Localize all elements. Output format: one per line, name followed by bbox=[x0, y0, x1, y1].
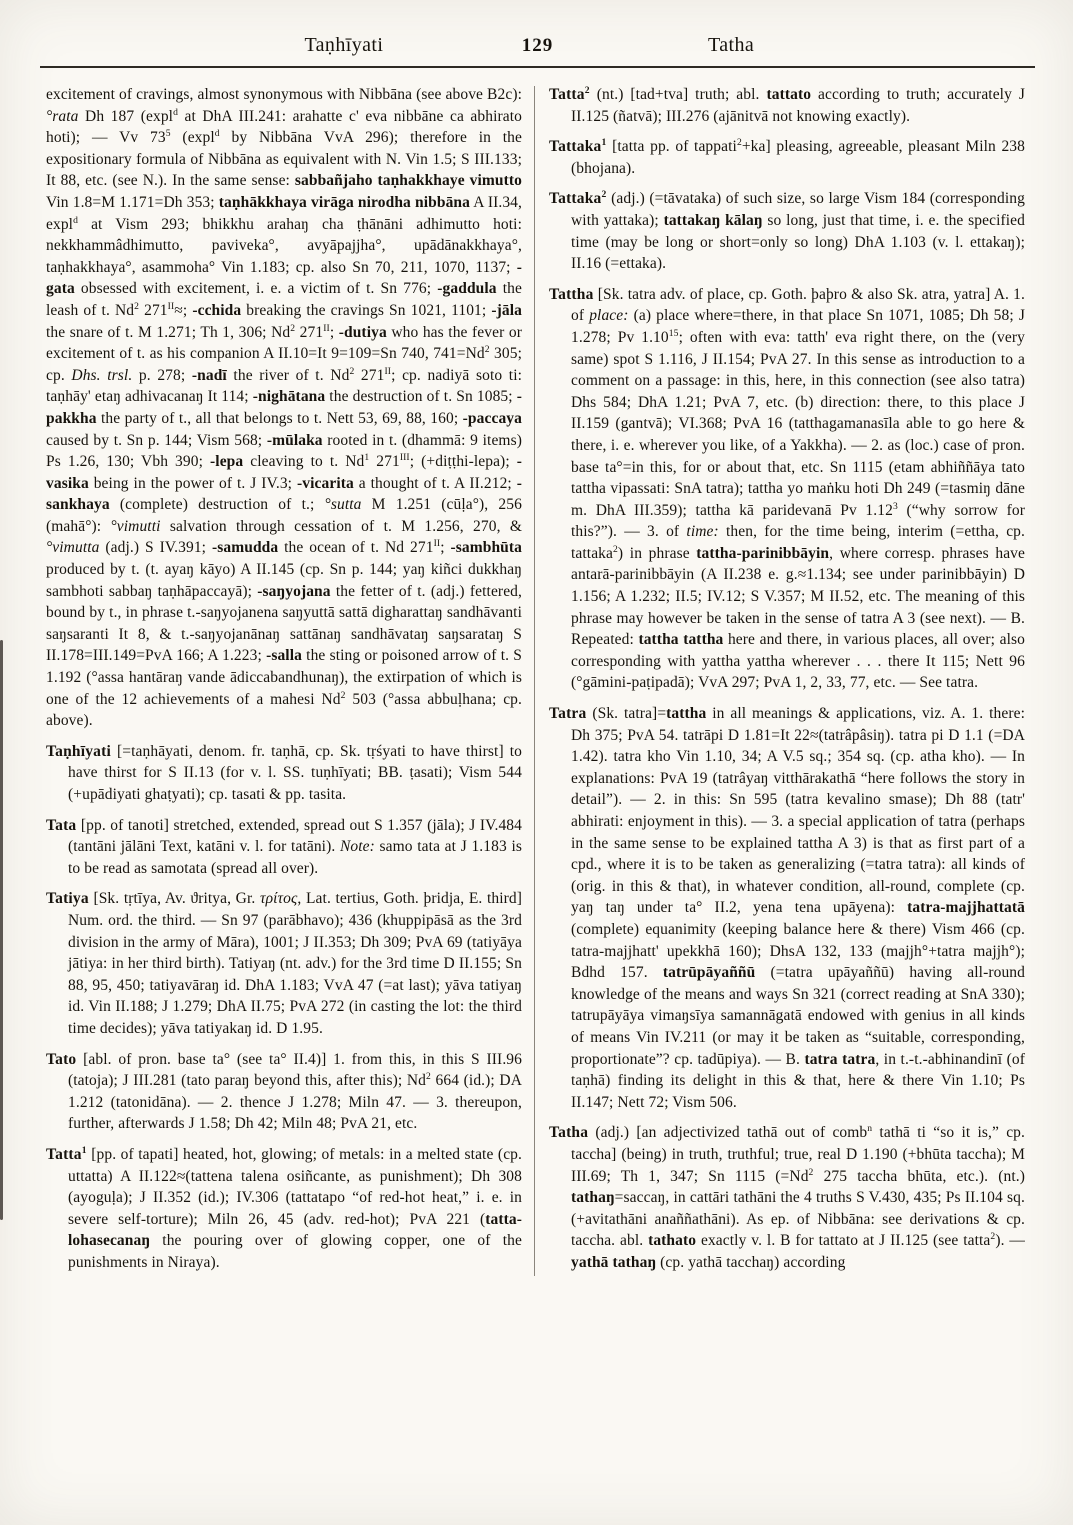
text-fragment: II bbox=[433, 538, 441, 550]
text-fragment: -cchida bbox=[192, 301, 242, 319]
text-fragment: -gaddula bbox=[437, 280, 497, 298]
text-fragment: tattha bbox=[666, 705, 707, 723]
text-fragment: 1 bbox=[601, 137, 607, 149]
entry-headword: Tatiya bbox=[46, 890, 89, 908]
right-column bbox=[535, 84, 1025, 1282]
text-fragment: d bbox=[173, 106, 178, 118]
dictionary-entry bbox=[46, 888, 522, 1039]
text-columns bbox=[46, 84, 1029, 1282]
text-fragment: 2 bbox=[808, 1166, 814, 1178]
dictionary-entry bbox=[549, 703, 1025, 1113]
text-fragment: -salla bbox=[266, 647, 302, 665]
text-fragment: III bbox=[399, 451, 410, 463]
text-fragment: 1 bbox=[364, 451, 370, 463]
text-fragment: sabbañjaho taṇhakkhaye vimutto bbox=[294, 172, 522, 190]
text-fragment: tatra tatra bbox=[804, 1050, 876, 1068]
text-fragment: 2 bbox=[349, 365, 355, 377]
text-fragment: -nadī bbox=[191, 366, 227, 384]
entry-headword: Tattaka$^1$ bbox=[549, 137, 607, 156]
dictionary-entry bbox=[46, 1049, 522, 1135]
entry-body: [Sk. tṛtīya, Av. ϑritya, Gr. τρίτος, Lat. tertius, Goth. þridja, E. third] Num. ord. the third. — Sn 97 (parābhavo); 436 (khuppipāsā as the 3rd division in the army of Māra), 1001; J II.353; Dh 309; PvA 69 (tatiyāya jātiya: in her third birth). Tatiyaŋ (nt. adv.) for the 3rd time D II.155; Sn 88, 95, 450; tatiyavāraŋ id. DhA 1.183; VvA 47 (=at last); yāva tatiyaŋ id. Vin II.188; J 1.279; DhA II.75; PvA 272 (in casting the lot: the third time decides); yāva tatiyakaŋ id. D 1.95. bbox=[68, 890, 522, 1037]
text-fragment: τρίτος bbox=[259, 890, 298, 908]
text-fragment: -sambhūta bbox=[450, 539, 523, 557]
text-fragment: 2 bbox=[990, 1231, 996, 1243]
header-right-headword: Tatha bbox=[708, 34, 755, 56]
running-header bbox=[46, 30, 1029, 57]
text-fragment: 2 bbox=[134, 300, 140, 312]
entry-body: (adj.) [an adjectivized tathā out of comb$^n$ tathā ti “so it is,” cp. taccha] (being) in truth, truthful; true, real D 1.190 (+bhūta taccha); M III.69; Th 1, 347; Sn 1115 ($=Nd^2$ 275 taccha bhūta, etc.). (nt.) tathaŋ=saccaŋ, in cattāri tathāni the 4 truths S V.430, 435; Ps II.104 sq. (+avitathāni anaññathāni). As ep. of Nibbāna: see derivations & cp. taccha. abl. tathato exactly v. l. B for tattato at J II.125 (see tatta$^2$). — yathā tathaŋ (cp. yathā tacchaŋ) according bbox=[571, 1123, 1026, 1271]
header-left-headword: Taṇhīyati bbox=[304, 34, 384, 56]
text-fragment: 1 bbox=[81, 1144, 87, 1156]
left-column bbox=[46, 84, 534, 1282]
text-fragment: 2 bbox=[484, 343, 490, 355]
text-fragment: tathato bbox=[648, 1232, 697, 1250]
text-fragment: 5 bbox=[165, 128, 171, 140]
text-fragment: -dutiya bbox=[338, 323, 387, 341]
text-fragment: -saŋyojana bbox=[257, 582, 331, 600]
text-fragment: 2 bbox=[426, 1070, 431, 1082]
entry-headword: Tattaka$^2$ bbox=[549, 189, 607, 208]
text-fragment: Note: bbox=[339, 838, 375, 856]
text-fragment: 2 bbox=[613, 543, 618, 555]
dictionary-entry bbox=[549, 84, 1025, 127]
text-fragment: -paccaya bbox=[462, 409, 522, 427]
text-fragment: °sutta bbox=[324, 496, 362, 514]
text-fragment: °vimutta bbox=[46, 539, 100, 557]
entry-body: [tatta pp. of tappati$^2$+ka] pleasing, agreeable, pleasant Miln 238 (bhojana). bbox=[571, 137, 1026, 177]
text-fragment: tattakaŋ kālaŋ bbox=[663, 211, 763, 229]
dictionary-entry bbox=[549, 1122, 1025, 1273]
entry-headword: Tatta$^2$ bbox=[549, 84, 590, 103]
text-fragment: d bbox=[214, 128, 220, 140]
entry-body: (adj.) (=tāvataka) of such size, so large Vism 184 (corresponding with yattaka); tattakaŋ kālaŋ so long, just that time, i. e. the specified time (may be long or short=only so long) DhA 1.103 (v. l. ettakaŋ); II.16 (=ettaka). bbox=[571, 190, 1025, 273]
text-fragment: °vimutti bbox=[110, 517, 161, 535]
entry-body: [Sk. tatra adv. of place, cp. Goth. þaþro & also Sk. atra, yatra] A. 1. of place: (a) place where=there, in that place Sn 1071, 1085; Dh 58; J 1.278; Pv 1.10$^{15}$; often with eva: tatth' eva right there, on the (very same) spot S 1.116, J II.154; PvA 27. In this sense as introduction to a comment on a passage: in this, here, in this connection (see also tatra) Dhs 584; DhA 1.21; PvA 7, etc. (b) direction: there, to this place J II.159 (gantvā); VI.368; PvA 16 (tatthagamanasīla able to go here & there, i. e. wherever you like, of a Yakkha). — 2. as (loc.) case of pron. base ta°=in this, for or about that, etc. Sn 1115 (etam abhiññāya tato tattha vipassati: SnA tatra); tattha yo maṅku hoti Dh 249 (=tasmiŋ dāne m. DhA III.359); tattha kā paridevanā Pv 1.12$^3$ (“why sorrow for this?”). — 3. of time: then, for the time being, interim (=ettha, cp. tattaka$^2$) in phrase tattha-parinibbāyin, where corresp. phrases have antarā-parinibbāyin (A II.238 e. g.≈1.134; see under parinibbāyin) D 1.156; A 1.232; II.5; IV.12; S V.357; M II.52, etc. The meaning of this phrase may however be taken in the sense of tatra A 3 (see next). — B. Repeated: tattha tattha here and there, in various places, all over; also corresponding with yattha yattha wherever . . . there It 115; Nett 96 (°gāmini-paṭipadā); VvA 297; PvA 1, 2, 33, 77, etc. — See tatra. bbox=[571, 285, 1026, 692]
text-fragment: 2 bbox=[340, 689, 346, 701]
entry-headword: Tato bbox=[46, 1050, 77, 1068]
dictionary-entry bbox=[46, 1144, 522, 1274]
text-fragment: II bbox=[167, 300, 175, 312]
dictionary-entry bbox=[46, 741, 522, 806]
text-fragment: II bbox=[384, 365, 392, 377]
text-fragment: °rata bbox=[46, 107, 79, 125]
text-fragment: n bbox=[867, 1123, 873, 1135]
text-fragment: -pakkha bbox=[46, 388, 522, 427]
text-fragment: 3 bbox=[892, 500, 898, 512]
text-fragment: -mūlaka bbox=[266, 431, 323, 449]
text-fragment: -vasika bbox=[46, 453, 522, 492]
text-fragment: yathā tathaŋ bbox=[571, 1253, 657, 1271]
entry-body: [abl. of pron. base ta° (see ta° II.4)] 1. from this, in this S III.96 (tatoja); J III.281 (tato paraŋ beyond this, after this); Nd$^2$ 664 (id.); DA 1.212 (tatonidāna). — 2. thence J 1.278; Miln 47. — 3. thereupon, further, afterwards J 1.58; Dh 42; Miln 48; PvA 21, etc. bbox=[68, 1050, 522, 1133]
text-fragment: tathaŋ bbox=[571, 1189, 615, 1207]
entry-body: [pp. of tapati] heated, hot, glowing; of metals: in a melted state (cp. uttatta) A II.122≈(tattena talena osiñcante, as punishment); Dh 308 (ayoguḷa); J II.352 (id.); IV.306 (tattatapo “of red-hot heat,” i. e. in severe self-torture); Miln 26, 45 (adv. red-hot); PvA 221 (tatta-lohasecanaŋ the pouring over of glowing copper, one of the punishments in Niraya). bbox=[68, 1145, 522, 1271]
text-fragment: place: bbox=[589, 307, 629, 325]
entry-body: excitement of cravings, almost synonymous with Nibbāna (see above B2c): °rata Dh 187 (expl$^d$ at DhA III.241: arahatte c' eva nibbāne ca abhirato hoti); — Vv $73^5$ (expl$^d$ by Nibbāna VvA 296); therefore in the expositionary formula of Nibbāna as equivalent with N. Vin 1.5; S III.133; It 88, etc. (see N.). In the same sense: sabbañjaho taṇhakkhaye vimutto Vin 1.8=M 1.171=Dh 353; taṇhākkhaya virāga nirodha nibbāna A II.34, expl$^d$ at Vism 293; bhikkhu arahaŋ cha ṭhānāni adhimutto hoti: nekkhammâdhimutto, paviveka°, avyāpajjha°, upādānakkhaya°, taṇhakkhaya°, asammoha° Vin 1.183; cp. also Sn 70, 211, 1070, 1137; -gata obsessed with excitement, i. e. a victim of t. Sn 776; -gaddula the leash of t. Nd$^2$ $271^{II}\approx$; -cchida breaking the cravings Sn 1021, 1101; -jāla the snare of t. M 1.271; Th 1, 306; Nd$^2$ $271^{II}$; -dutiya who has the fever or excitement of t. as his companion A II.10=It 9=109=Sn 740, $741=Nd^2$ 305; cp. Dhs. trsl. p. 278; -nadī the river of t. Nd$^2$ $271^{II}$; cp. nadiyā soto ti: taṇhāy' etaŋ adhivacanaŋ It 114; -nighātana the destruction of t. Sn 1085; -pakkha the party of t., all that belongs to t. Nett 53, 69, 88, 160; -paccaya caused by t. Sn p. 144; Vism 568; -mūlaka rooted in t. (dhammā: 9 items) Ps 1.26, 130; Vbh 390; -lepa cleaving to t. Nd$^1$ $271^{III}$; (+diṭṭhi-lepa); -vasika being in the power of t. J IV.3; -vicarita a thought of t. A II.212; -sankhaya (complete) destruction of t.; °sutta M 1.251 (cūḷa°), 256 (mahā°): °vimutti salvation through cessation of t. M 1.256, 270, & °vimutta (adj.) S IV.391; -samudda the ocean of t. Nd $271^{II}$; -sambhūta produced by t. (t. ayaŋ kāyo) A II.145 (cp. Sn p. 144; yaŋ kiñci dukkhaŋ sambhoti sabbaŋ taṇhāpaccayā); -saŋyojana the fetter of t. (adj.) fettered, bound by t., in phrase t.-saŋyojanena saŋyuttā sattā digharattaŋ sandhāvanti saŋsaranti It 8, & t.-saŋyojanānaŋ sattānaŋ sandhāvataŋ saŋsarataŋ S II.178=III.149=PvA 166; A 1.223; -salla the sting or poisoned arrow of t. S 1.192 (°assa hantāraŋ vande ādiccabandhunaŋ), the extirpation of which is one of the 12 achievements of a mahesi Nd$^2$ 503 (°assa abbuḷhana; cp. above). bbox=[46, 86, 523, 730]
entry-body: [=taṇhāyati, denom. fr. taṇhā, cp. Sk. tṛśyati to have thirst] to have thirst for S II.13 (for v. l. SS. tuṇhīyati; BB. ṭasati); Vism 544 (+upādiyati ghaṭyati); cp. tasati & pp. tasita. bbox=[68, 742, 522, 803]
text-fragment: d bbox=[73, 214, 78, 226]
entry-headword: Tattha bbox=[549, 285, 594, 303]
entry-body: (nt.) [tad+tva] truth; abl. tattato according to truth; accurately J II.125 (ñatvā); III.276 (ajānitvā not knowing exactly). bbox=[571, 86, 1026, 125]
text-fragment: tattato bbox=[766, 86, 812, 103]
text-fragment: tatra-majjhattatā bbox=[907, 899, 1025, 917]
text-fragment: 2 bbox=[736, 137, 742, 149]
text-fragment: taṇhākkhaya virāga nirodha nibbāna bbox=[218, 193, 470, 211]
text-fragment: -jāla bbox=[491, 301, 522, 319]
text-fragment: tattha tattha bbox=[638, 631, 724, 649]
text-fragment: Dhs. trsl. bbox=[71, 366, 133, 384]
text-fragment: tattha-parinibbāyin bbox=[696, 544, 830, 562]
text-fragment: 2 bbox=[601, 189, 607, 201]
text-fragment: -samudda bbox=[211, 539, 279, 557]
text-fragment: -gata bbox=[46, 258, 522, 298]
text-fragment: 2 bbox=[584, 84, 590, 96]
entry-headword: Tatra bbox=[549, 705, 587, 723]
text-fragment: -vicarita bbox=[297, 474, 354, 492]
scan-edge-artifact bbox=[0, 640, 3, 1220]
text-fragment: 2 bbox=[290, 322, 296, 334]
entry-headword: Taṇhīyati bbox=[46, 742, 111, 760]
entry-headword: Tatta$^1$ bbox=[46, 1144, 87, 1163]
text-fragment: -sankhaya bbox=[46, 474, 522, 514]
entry-body: [pp. of tanoti] stretched, extended, spread out S 1.357 (jāla); J IV.484 (tantāni jālāni Text, katāni v. l. for tatāni). Note: samo tata at J 1.183 is to be read as samotata (spread all over). bbox=[68, 816, 522, 877]
dictionary-entry bbox=[46, 84, 522, 732]
text-fragment: time: bbox=[686, 523, 719, 541]
text-fragment: II bbox=[323, 322, 330, 334]
text-fragment: -lepa bbox=[210, 453, 244, 471]
dictionary-entry bbox=[549, 136, 1025, 179]
dictionary-entry bbox=[549, 188, 1025, 274]
entry-headword: Tata bbox=[46, 816, 77, 834]
page-number: 129 bbox=[521, 35, 554, 56]
text-fragment: tatta-lohasecanaŋ bbox=[68, 1210, 522, 1250]
text-fragment: tatrūpāyaññū bbox=[662, 964, 756, 982]
header-rule bbox=[40, 66, 1035, 68]
entry-body: (Sk. tatra]=tattha in all meanings & applications, viz. A. 1. there: Dh 375; PvA 54. tatrāpi D 1.81=It 22≈(tatrâpâsiŋ). tatra pi D 1.1 (=DA 1.42). tatra kho Vin 1.10, 34; A V.5 sq.; 354 sq. (cp. atha kho). — In explanations: PvA 19 (tatrâyaŋ vitthārakathā “here follows the story in detail”). — 2. in this: Sn 595 (tatra kevalino smase); Dh 88 (tatr' abhirati: enjoyment in this). — 3. a special application of tatra (perhaps in the same sense to be explained tattha A 3) is that as first part of a cpd., where it is to be taken as generalizing (=tatra tatra): all kinds of (orig. in this & that), in whatever condition, all-round, complete (cp. yaŋ taŋ under ta° II.2, yena tena upāyena): tatra-majjhattatā (complete) equanimity (keeping balance here & there) Vism 466 (cp. tatra-majjhatt' upekkhā 160); DhsA 132, 133 (majjh°+tatra majjh°); Bdhd 157. tatrūpāyaññū (=tatra upāyaññū) having all-round knowledge of the means and ways Sn 321 (correct reading at SnA 330); tatrupāyāya vimaŋsīya samannāgatā endowed with genius in all kinds of means Vin IV.211 (or may it be taken as “suitable, corresponding, proportionate”? cp. tadūpiya). — B. tatra tatra, in t.-t.-abhinandinī (of taṇhā) finding its delight in this & that, here & there Vin 1.10; Ps II.147; Nett 72; Vism 506. bbox=[571, 705, 1026, 1111]
entry-headword: Tatha bbox=[549, 1124, 589, 1142]
dictionary-entry bbox=[46, 815, 522, 880]
dictionary-entry bbox=[549, 284, 1025, 694]
text-fragment: 15 bbox=[668, 327, 679, 339]
text-fragment: -nighātana bbox=[252, 388, 326, 406]
